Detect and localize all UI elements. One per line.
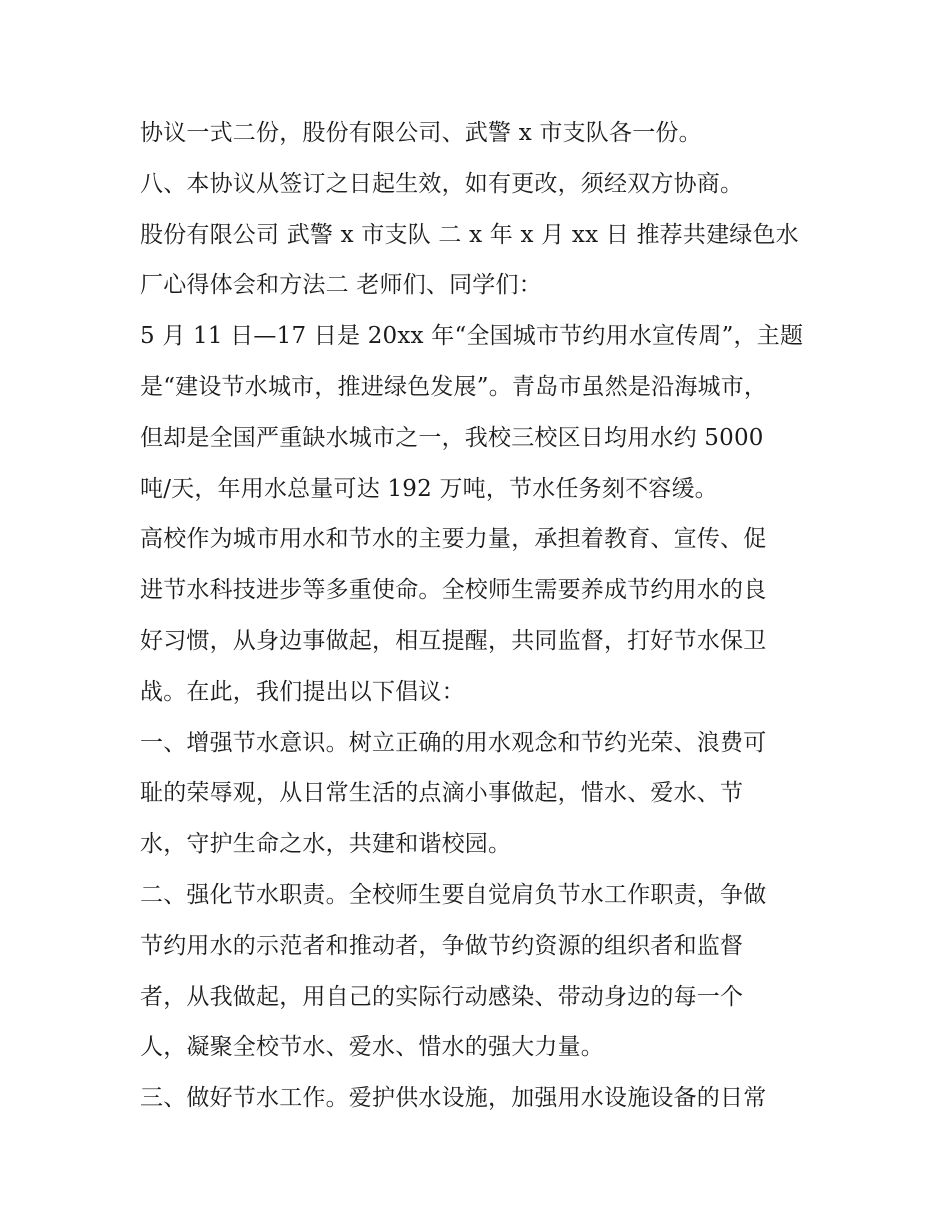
text-line: 节约用水的示范者和推动者，争做节约资源的组织者和监督: [140, 932, 744, 959]
text-line: 股份有限公司 武警 x 市支队 二 x 年 x 月 xx 日 推荐共建绿色水: [140, 221, 799, 248]
text-line: 5 月 11 日—17 日是 20xx 年“全国城市节约用水宣传周”，主题: [140, 323, 804, 350]
text-line: 好习惯，从身边事做起，相互提醒，共同监督，打好节水保卫: [140, 627, 767, 654]
text-line: 一、增强节水意识。树立正确的用水观念和节约光荣、浪费可: [140, 729, 767, 756]
text-line: 八、本协议从签订之日起生效，如有更改，须经双方协商。: [140, 170, 744, 197]
text-line: 是“建设节水城市，推进绿色发展”。青岛市虽然是沿海城市，: [140, 373, 768, 400]
text-line: 三、做好节水工作。爱护供水设施，加强用水设施设备的日常: [140, 1085, 767, 1112]
text-line: 进节水科技进步等多重使命。全校师生需要养成节约用水的良: [140, 577, 767, 604]
text-line: 高校作为城市用水和节水的主要力量，承担着教育、宣传、促: [140, 526, 767, 553]
text-line: 战。在此，我们提出以下倡议：: [140, 678, 465, 705]
text-line: 水，守护生命之水，共建和谐校园。: [140, 831, 512, 858]
text-line: 吨/天，年用水总量可达 192 万吨，节水任务刻不容缓。: [140, 475, 718, 502]
document-body: [140, 108, 812, 1124]
text-line: 协议一式二份，股份有限公司、武警 x 市支队各一份。: [140, 120, 702, 146]
text-line: 者，从我做起，用自己的实际行动感染、带动身边的每一个: [140, 983, 744, 1010]
text-line: 耻的荣辱观，从日常生活的点滴小事做起，惜水、爱水、节: [140, 780, 744, 807]
text-line: 但却是全国严重缺水城市之一，我校三校区日均用水约 5000: [140, 424, 764, 451]
text-line: 人，凝聚全校节水、爱水、惜水的强大力量。: [140, 1034, 604, 1061]
text-line: 二、强化节水职责。全校师生要自觉肩负节水工作职责，争做: [140, 881, 767, 908]
text-line: 厂心得体会和方法二 老师们、同学们：: [140, 272, 542, 299]
